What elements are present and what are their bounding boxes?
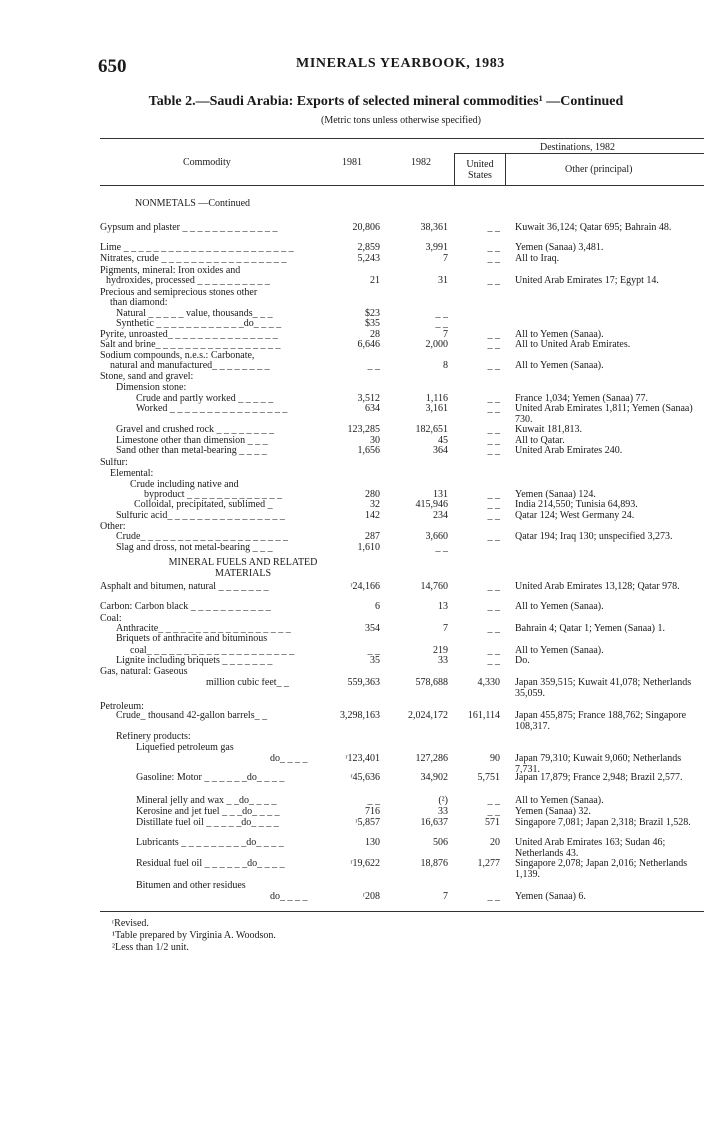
value-1982-cell: (²) xyxy=(438,795,448,806)
value-1982-cell: 16,637 xyxy=(420,817,448,828)
united-states-cell: _ _ xyxy=(487,645,500,656)
united-states-cell: _ _ xyxy=(487,275,500,286)
value-1982-cell: 506 xyxy=(433,837,448,848)
value-1981-cell: 634 xyxy=(365,403,380,414)
value-1982-cell: 364 xyxy=(433,445,448,456)
commodity-cell: Bitumen and other residues xyxy=(136,881,246,891)
destinations-rule xyxy=(454,153,704,154)
value-1981-cell: ʳ19,622 xyxy=(350,858,380,869)
united-states-cell: _ _ xyxy=(487,253,500,264)
other-destinations-cell: All to Yemen (Sanaa). xyxy=(515,645,604,656)
value-1981-cell: _ _ xyxy=(367,795,380,806)
united-states-cell: _ _ xyxy=(487,581,500,592)
commodity-cell: Worked _ _ _ _ _ _ _ _ _ _ _ _ _ _ _ _ xyxy=(136,404,288,414)
table-title: Table 2.—Saudi Arabia: Exports of selected mineral commodities¹ —Continued xyxy=(148,94,624,109)
commodity-cell: Lime _ _ _ _ _ _ _ _ _ _ _ _ _ _ _ _ _ _ _ _ _ _ _ xyxy=(100,243,294,253)
header-united-states: United States xyxy=(466,159,494,181)
commodity-cell: Precious and semiprecious stones other xyxy=(100,288,258,298)
other-destinations-cell: Yemen (Sanaa) 6. xyxy=(515,891,586,902)
united-states-cell: 20 xyxy=(490,837,500,848)
united-states-cell: _ _ xyxy=(487,499,500,510)
commodity-cell: Sulfuric acid_ _ _ _ _ _ _ _ _ _ _ _ _ _ _ _ xyxy=(116,511,285,521)
value-1981-cell: 3,298,163 xyxy=(340,710,380,721)
footnote-1: ¹Table prepared by Virginia A. Woodson. xyxy=(112,930,276,941)
commodity-cell: Liquefied petroleum gas xyxy=(136,743,234,753)
other-destinations-cell: All to Yemen (Sanaa). xyxy=(515,601,604,612)
value-1981-cell: 130 xyxy=(365,837,380,848)
commodity-cell: Crude and partly worked _ _ _ _ _ xyxy=(136,394,274,404)
other-destinations-cell: All to Yemen (Sanaa). xyxy=(515,360,604,371)
commodity-cell: Asphalt and bitumen, natural _ _ _ _ _ _ _ xyxy=(100,582,269,592)
commodity-cell: Briquets of anthracite and bituminous xyxy=(116,634,268,644)
united-states-cell: _ _ xyxy=(487,806,500,817)
other-destinations-cell: Yemen (Sanaa) 124. xyxy=(515,489,596,500)
value-1982-cell: _ _ xyxy=(435,308,448,319)
other-destinations-cell: Yemen (Sanaa) 3,481. xyxy=(515,242,604,253)
commodity-cell: Coal: xyxy=(100,614,122,624)
value-1981-cell: _ _ xyxy=(367,645,380,656)
value-1982-cell: 31 xyxy=(438,275,448,286)
section-mineral-fuels: MINERAL FUELS AND RELATED MATERIALS xyxy=(168,557,318,579)
value-1982-cell: 7 xyxy=(443,253,448,264)
value-1982-cell: 7 xyxy=(443,891,448,902)
value-1981-cell: 6 xyxy=(375,601,380,612)
commodity-cell: Dimension stone: xyxy=(116,383,187,393)
united-states-cell: _ _ xyxy=(487,531,500,542)
value-1981-cell: 32 xyxy=(370,499,380,510)
value-1982-cell: 34,902 xyxy=(420,772,448,783)
value-1982-cell: _ _ xyxy=(435,542,448,553)
value-1981-cell: 1,656 xyxy=(357,445,380,456)
other-destinations-cell: Singapore 2,078; Japan 2,016; Netherlands 1,139. xyxy=(515,858,688,880)
header-1982: 1982 xyxy=(411,157,431,168)
commodity-cell: Colloidal, precipitated, sublimed _ xyxy=(134,500,273,510)
value-1982-cell: 182,651 xyxy=(415,424,448,435)
commodity-cell: Pyrite, unroasted_ _ _ _ _ _ _ _ _ _ _ _ _ _ _ xyxy=(100,330,278,340)
united-states-cell: _ _ xyxy=(487,242,500,253)
value-1981-cell: 559,363 xyxy=(347,677,380,688)
header-top-rule xyxy=(100,138,704,139)
value-1981-cell: _ _ xyxy=(367,360,380,371)
value-1982-cell: 131 xyxy=(433,489,448,500)
united-states-cell: _ _ xyxy=(487,655,500,666)
commodity-cell: Gasoline: Motor _ _ _ _ _ _do_ _ _ _ xyxy=(136,773,285,783)
commodity-cell: Nitrates, crude _ _ _ _ _ _ _ _ _ _ _ _ _ _ _ _ _ xyxy=(100,254,287,264)
commodity-cell: Elemental: xyxy=(110,469,154,479)
commodity-cell: Limestone other than dimension _ _ _ xyxy=(116,436,268,446)
united-states-cell: _ _ xyxy=(487,601,500,612)
header-commodity: Commodity xyxy=(183,157,231,168)
united-states-cell: _ _ xyxy=(487,424,500,435)
united-states-cell: _ _ xyxy=(487,339,500,350)
other-destinations-cell: All to Iraq. xyxy=(515,253,560,264)
commodity-cell: Refinery products: xyxy=(116,732,191,742)
header-bottom-rule xyxy=(100,185,704,186)
value-1981-cell: 3,512 xyxy=(357,393,380,404)
value-1982-cell: 578,688 xyxy=(415,677,448,688)
united-states-cell: _ _ xyxy=(487,360,500,371)
other-destinations-cell: Do. xyxy=(515,655,530,666)
united-states-cell: _ _ xyxy=(487,222,500,233)
value-1981-cell: 716 xyxy=(365,806,380,817)
other-destinations-cell: Bahrain 4; Qatar 1; Yemen (Sanaa) 1. xyxy=(515,623,665,634)
footnote-2: ²Less than 1/2 unit. xyxy=(112,942,189,953)
other-destinations-cell: Kuwait 181,813. xyxy=(515,424,582,435)
commodity-cell: Natural _ _ _ _ _ value, thousands_ _ _ xyxy=(116,309,273,319)
value-1982-cell: 234 xyxy=(433,510,448,521)
other-destinations-cell: India 214,550; Tunisia 64,893. xyxy=(515,499,638,510)
united-states-cell: _ _ xyxy=(487,891,500,902)
other-destinations-cell: France 1,034; Yemen (Sanaa) 77. xyxy=(515,393,649,404)
value-1982-cell: 3,991 xyxy=(425,242,448,253)
table-bottom-rule xyxy=(100,911,704,912)
value-1981-cell: 280 xyxy=(365,489,380,500)
united-states-cell: _ _ xyxy=(487,623,500,634)
running-head: MINERALS YEARBOOK, 1983 xyxy=(296,56,505,71)
value-1981-cell: 287 xyxy=(365,531,380,542)
united-states-cell: _ _ xyxy=(487,510,500,521)
value-1981-cell: 142 xyxy=(365,510,380,521)
commodity-cell: Crude_ thousand 42-gallon barrels_ _ xyxy=(116,711,268,721)
other-destinations-cell: All to United Arab Emirates. xyxy=(515,339,631,350)
other-destinations-cell: Singapore 7,081; Japan 2,318; Brazil 1,528. xyxy=(515,817,691,828)
header-other: Other (principal) xyxy=(565,164,633,175)
other-destinations-cell: All to Yemen (Sanaa). xyxy=(515,329,604,340)
section-nonmetals: NONMETALS —Continued xyxy=(135,198,251,209)
commodity-cell: Sulfur: xyxy=(100,458,128,468)
value-1981-cell: 5,243 xyxy=(357,253,380,264)
table-subtitle: (Metric tons unless otherwise specified) xyxy=(321,115,481,126)
value-1982-cell: _ _ xyxy=(435,318,448,329)
value-1981-cell: ʳ24,166 xyxy=(350,581,380,592)
value-1982-cell: 219 xyxy=(433,645,448,656)
value-1981-cell: $23 xyxy=(365,308,380,319)
value-1982-cell: 7 xyxy=(443,623,448,634)
commodity-cell: Synthetic _ _ _ _ _ _ _ _ _ _ _ _do_ _ _ _ xyxy=(116,319,282,329)
value-1982-cell: 33 xyxy=(438,655,448,666)
other-destinations-cell: Qatar 124; West Germany 24. xyxy=(515,510,635,521)
commodity-cell: Kerosine and jet fuel _ _ _do_ _ _ _ xyxy=(136,807,280,817)
value-1982-cell: 38,361 xyxy=(420,222,448,233)
commodity-cell: Carbon: Carbon black _ _ _ _ _ _ _ _ _ _ _ xyxy=(100,602,271,612)
commodity-cell: Residual fuel oil _ _ _ _ _ _do_ _ _ _ xyxy=(136,859,285,869)
commodity-cell: Crude including native and xyxy=(130,480,239,490)
commodity-cell: Distillate fuel oil _ _ _ _ _do_ _ _ _ xyxy=(136,818,279,828)
other-destinations-cell: United Arab Emirates 17; Egypt 14. xyxy=(515,275,659,286)
footnote-revised: ʳRevised. xyxy=(112,918,149,929)
value-1982-cell: 2,000 xyxy=(425,339,448,350)
value-1982-cell: 45 xyxy=(438,435,448,446)
commodity-cell: Stone, sand and gravel: xyxy=(100,372,194,382)
united-states-cell: _ _ xyxy=(487,403,500,414)
value-1982-cell: 8 xyxy=(443,360,448,371)
commodity-cell: Pigments, mineral: Iron oxides and xyxy=(100,266,241,276)
commodity-cell: Crude_ _ _ _ _ _ _ _ _ _ _ _ _ _ _ _ _ _ _ _ xyxy=(116,532,288,542)
other-destinations-cell: All to Yemen (Sanaa). xyxy=(515,795,604,806)
header-1981: 1981 xyxy=(342,157,362,168)
value-1982-cell: 13 xyxy=(438,601,448,612)
header-destinations: Destinations, 1982 xyxy=(540,142,615,153)
other-destinations-cell: Kuwait 36,124; Qatar 695; Bahrain 48. xyxy=(515,222,672,233)
united-states-cell: _ _ xyxy=(487,435,500,446)
value-1981-cell: 2,859 xyxy=(357,242,380,253)
value-1981-cell: ʳ208 xyxy=(362,891,380,902)
other-destinations-cell: Yemen (Sanaa) 32. xyxy=(515,806,591,817)
value-1981-cell: $35 xyxy=(365,318,380,329)
commodity-cell: million cubic feet_ _ xyxy=(206,678,290,688)
value-1981-cell: 35 xyxy=(370,655,380,666)
other-destinations-cell: Japan 79,310; Kuwait 9,060; Netherlands 7,731. xyxy=(515,753,682,775)
commodity-cell: do_ _ _ _ xyxy=(270,754,308,764)
united-states-cell: 161,114 xyxy=(467,710,500,721)
commodity-cell: byproduct _ _ _ _ _ _ _ _ _ _ _ _ _ xyxy=(144,490,283,500)
commodity-cell: Gypsum and plaster _ _ _ _ _ _ _ _ _ _ _ _ _ xyxy=(100,223,278,233)
commodity-cell: Lubricants _ _ _ _ _ _ _ _ _do_ _ _ _ xyxy=(136,838,284,848)
other-destinations-cell: Qatar 194; Iraq 130; unspecified 3,273. xyxy=(515,531,673,542)
value-1981-cell: 30 xyxy=(370,435,380,446)
value-1981-cell: 6,646 xyxy=(357,339,380,350)
commodity-cell: natural and manufactured_ _ _ _ _ _ _ _ xyxy=(110,361,270,371)
value-1981-cell: 20,806 xyxy=(352,222,380,233)
value-1981-cell: 21 xyxy=(370,275,380,286)
value-1982-cell: 14,760 xyxy=(420,581,448,592)
commodity-cell: Other: xyxy=(100,522,126,532)
commodity-cell: Anthracite_ _ _ _ _ _ _ _ _ _ _ _ _ _ _ _ _ _ xyxy=(116,624,291,634)
value-1982-cell: 7 xyxy=(443,329,448,340)
commodity-cell: Salt and brine_ _ _ _ _ _ _ _ _ _ _ _ _ _ _ _ _ xyxy=(100,340,281,350)
other-destinations-cell: Japan 17,879; France 2,948; Brazil 2,577. xyxy=(515,772,683,783)
united-states-cell: _ _ xyxy=(487,445,500,456)
us-other-divider xyxy=(505,153,506,185)
united-states-cell: 571 xyxy=(485,817,500,828)
value-1982-cell: 2,024,172 xyxy=(408,710,448,721)
value-1981-cell: 123,285 xyxy=(347,424,380,435)
other-destinations-cell: United Arab Emirates 163; Sudan 46; Netherlands 43. xyxy=(515,837,666,859)
commodity-cell: do_ _ _ _ xyxy=(270,892,308,902)
other-destinations-cell: All to Qatar. xyxy=(515,435,565,446)
value-1981-cell: ʳ5,857 xyxy=(355,817,380,828)
value-1982-cell: 3,660 xyxy=(425,531,448,542)
commodity-cell: Petroleum: xyxy=(100,702,144,712)
united-states-cell: _ _ xyxy=(487,795,500,806)
commodity-cell: Gas, natural: Gaseous xyxy=(100,667,188,677)
commodity-cell: Lignite including briquets _ _ _ _ _ _ _ xyxy=(116,656,273,666)
united-states-cell: 5,751 xyxy=(477,772,500,783)
us-column-divider xyxy=(454,153,455,185)
other-destinations-cell: Japan 359,515; Kuwait 41,078; Netherlands 35,059. xyxy=(515,677,692,699)
commodity-cell: coal_ _ _ _ _ _ _ _ _ _ _ _ _ _ _ _ _ _ _ _ xyxy=(130,646,295,656)
commodity-cell: Sodium compounds, n.e.s.: Carbonate, xyxy=(100,351,255,361)
other-destinations-cell: Japan 455,875; France 188,762; Singapore 108,317. xyxy=(515,710,687,732)
commodity-cell: Slag and dross, not metal-bearing _ _ _ xyxy=(116,543,273,553)
commodity-cell: Mineral jelly and wax _ _do_ _ _ _ xyxy=(136,796,277,806)
other-destinations-cell: United Arab Emirates 1,811; Yemen (Sanaa) 730. xyxy=(515,403,693,425)
page-number: 650 xyxy=(98,56,127,77)
value-1982-cell: 33 xyxy=(438,806,448,817)
united-states-cell: _ _ xyxy=(487,393,500,404)
united-states-cell: _ _ xyxy=(487,329,500,340)
commodity-cell: than diamond: xyxy=(110,298,168,308)
other-destinations-cell: United Arab Emirates 13,128; Qatar 978. xyxy=(515,581,680,592)
value-1982-cell: 127,286 xyxy=(415,753,448,764)
value-1982-cell: 1,116 xyxy=(425,393,448,404)
value-1981-cell: 28 xyxy=(370,329,380,340)
value-1981-cell: 354 xyxy=(365,623,380,634)
commodity-cell: Sand other than metal-bearing _ _ _ _ xyxy=(116,446,267,456)
united-states-cell: _ _ xyxy=(487,489,500,500)
united-states-cell: 90 xyxy=(490,753,500,764)
united-states-cell: 4,330 xyxy=(477,677,500,688)
united-states-cell: 1,277 xyxy=(477,858,500,869)
value-1982-cell: 3,161 xyxy=(425,403,448,414)
value-1981-cell: 1,610 xyxy=(357,542,380,553)
commodity-cell: hydroxides, processed _ _ _ _ _ _ _ _ _ _ xyxy=(106,276,270,286)
value-1981-cell: ʳ45,636 xyxy=(350,772,380,783)
value-1982-cell: 415,946 xyxy=(415,499,448,510)
other-destinations-cell: United Arab Emirates 240. xyxy=(515,445,623,456)
commodity-cell: Gravel and crushed rock _ _ _ _ _ _ _ _ xyxy=(116,425,275,435)
value-1982-cell: 18,876 xyxy=(420,858,448,869)
value-1981-cell: ʳ123,401 xyxy=(345,753,380,764)
